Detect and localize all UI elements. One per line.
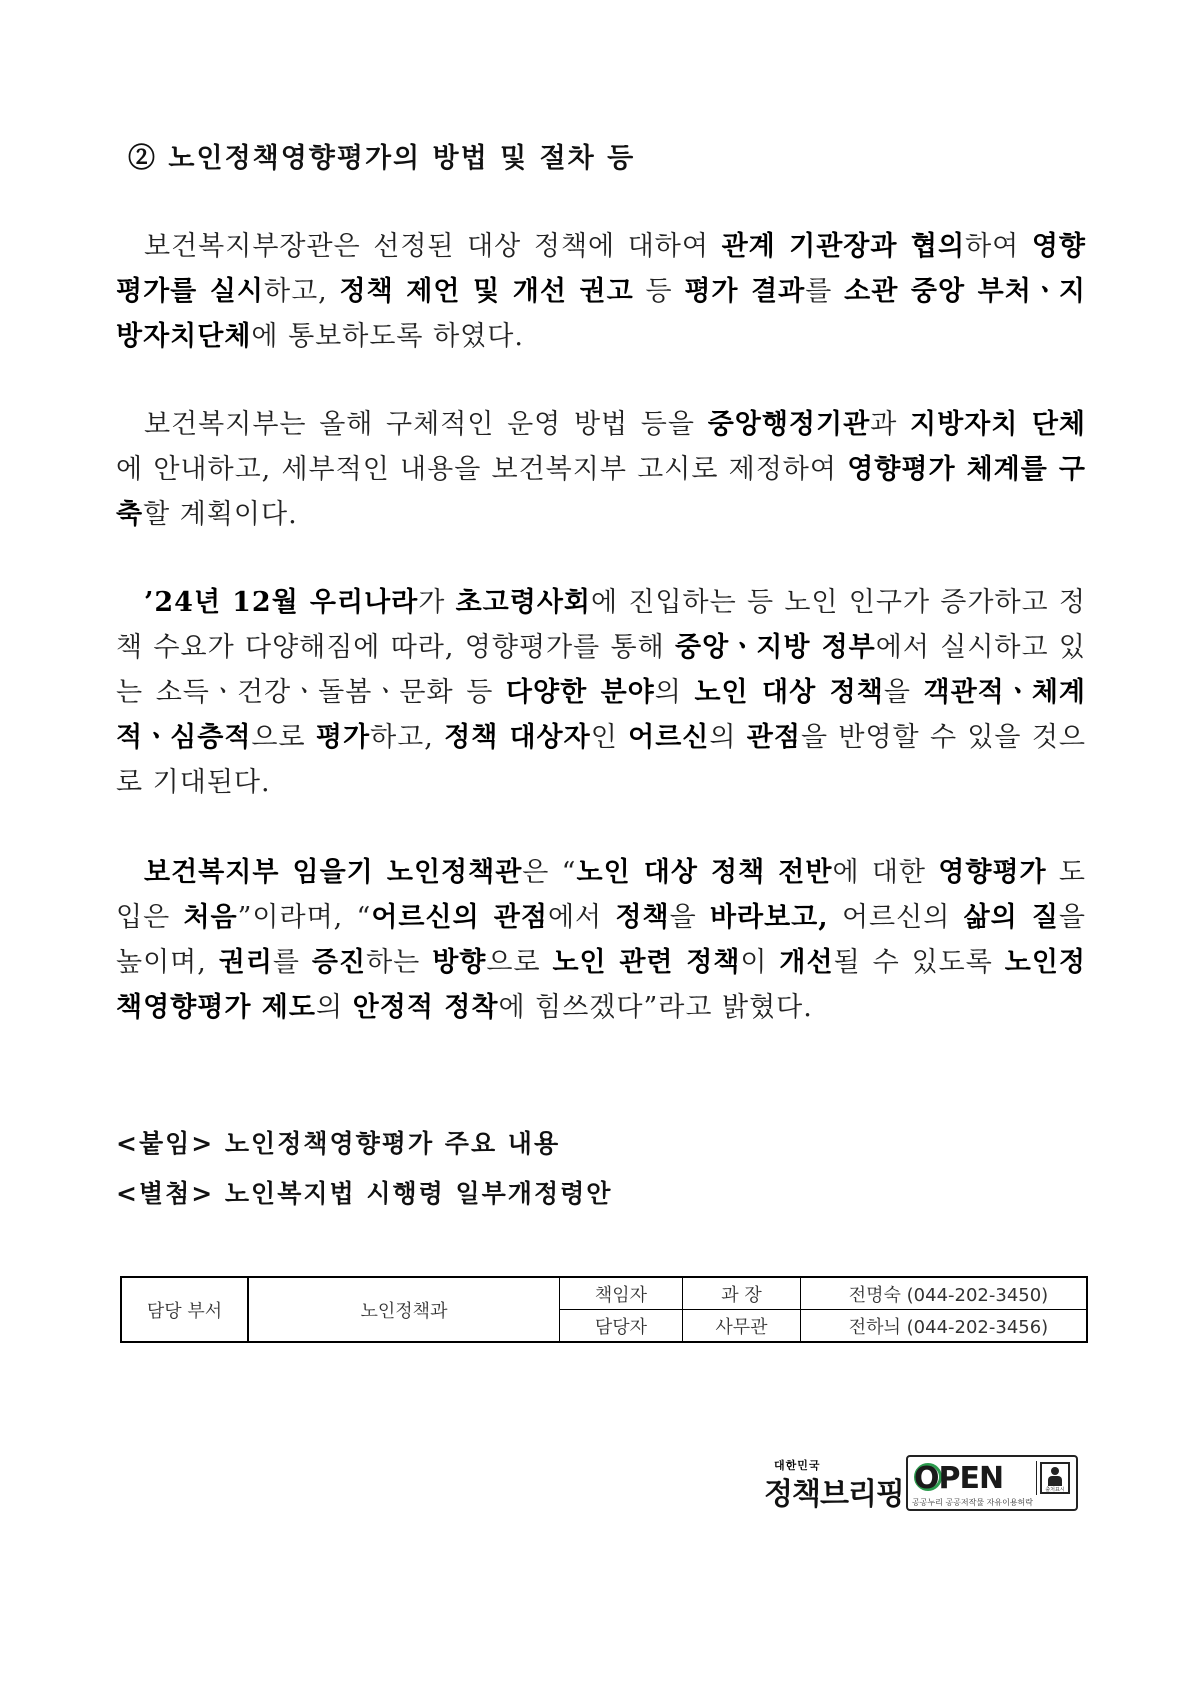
text-run: 어르신의 (828, 902, 964, 933)
text-run: 의 (654, 677, 695, 708)
text-run: 에서 (547, 902, 616, 933)
text-run: 평가 결과 (684, 276, 806, 307)
text-run: 정책 (615, 902, 670, 933)
text-run: 으로 (251, 722, 316, 753)
paragraph-4 (116, 850, 1086, 1030)
text-run: 정책 제언 및 개선 권고 (339, 276, 634, 307)
text-run: 으로 (486, 947, 553, 978)
contact-row (121, 1277, 1087, 1310)
person-cell: 전명숙 (044-202-3450) (801, 1277, 1088, 1310)
open-subtext: 공공누리 공공저작물 자유이용허락 (912, 1498, 1034, 1507)
text-run: 라고 밝혔다. (658, 992, 813, 1023)
kogl-open-badge (906, 1455, 1078, 1511)
text-run: 관계 기관장과 협의 (721, 231, 966, 262)
text-run: 영향평가를 실시 (116, 231, 1086, 307)
text-run: 노인정책영향평가 제도 (116, 947, 1086, 1023)
text-run: 을 반영할 수 있을 것으로 기대된다. (116, 722, 1086, 798)
text-run: 처음 (183, 902, 238, 933)
text-run: 안정적 정착 (352, 992, 499, 1023)
text-run: 을 (669, 902, 710, 933)
open-text: OPEN (914, 1461, 1004, 1496)
text-run: 평가 (315, 722, 371, 753)
text-run: 을 높이며, (116, 902, 1086, 978)
text-run: 를 (272, 947, 312, 978)
text-run: 에 힘쓰겠다” (498, 992, 659, 1023)
text-run: 증진 (311, 947, 367, 978)
text-run: 할 계획이다. (143, 499, 298, 530)
text-run: 에 안내하고, 세부적인 내용을 보건복지부 고시로 제정하여 (116, 454, 848, 485)
text-run: 이 (740, 947, 780, 978)
text-run: 어르신의 관점 (371, 902, 548, 933)
text-run: 등 (633, 276, 685, 307)
text-run: 삶의 질 (963, 902, 1059, 933)
text-run: 의 (709, 722, 747, 753)
text-run: 바라보고, (709, 902, 829, 933)
text-run: 노인 대상 정책 (694, 677, 884, 708)
title-cell: 사무관 (683, 1310, 801, 1343)
text-run: ’24년 12월 우리나라 (144, 587, 419, 618)
text-run: 노인 대상 정책 전반 (576, 857, 833, 888)
text-run: 인 (590, 722, 629, 753)
text-run: 보건복지부장관은 선정된 대상 정책에 대하여 (144, 231, 722, 262)
attribution-label: 출처표시 (1045, 1487, 1065, 1493)
title-cell: 과 장 (683, 1277, 801, 1310)
text-run: 를 (805, 276, 845, 307)
badge-divider (1036, 1461, 1037, 1495)
text-run: 노인 관련 정책 (552, 947, 741, 978)
text-run: 권리 (218, 947, 273, 978)
text-run: 가 (418, 587, 456, 618)
text-run: 하여 (965, 231, 1032, 262)
brief-main-text: 정책브리핑 (764, 1477, 904, 1512)
text-run: 초고령사회 (455, 587, 592, 618)
text-run: 과 (870, 409, 910, 440)
text-run: 영향평가 체계를 구축 (116, 454, 1086, 530)
text-run: 은 “ (522, 857, 577, 888)
text-run: 개선 (779, 947, 834, 978)
text-run: 다양한 분야 (505, 677, 655, 708)
role-cell: 책임자 (560, 1277, 683, 1310)
text-run: 의 (315, 992, 353, 1023)
text-run: 소관 중앙 부처ㆍ지방자치단체 (116, 276, 1087, 352)
policy-briefing-logo (764, 1455, 904, 1513)
role-cell: 담당자 (560, 1310, 683, 1343)
text-run: 보건복지부 임을기 노인정책관 (144, 857, 523, 888)
text-run: 에 통보하도록 하였다. (251, 321, 524, 352)
section-heading: ② 노인정책영향평가의 방법 및 절차 등 (128, 143, 636, 174)
text-run: 관점 (746, 722, 801, 753)
contact-table (120, 1276, 1088, 1343)
text-run: 지방자치 단체 (909, 409, 1086, 440)
text-run: 에 대한 (832, 857, 939, 888)
text-run: 정책 대상자 (444, 722, 591, 753)
footer-logos (764, 1455, 1080, 1513)
text-run: 중앙ㆍ지방 정부 (675, 632, 876, 663)
attribution-icon (1040, 1462, 1070, 1494)
dept-cell: 노인정책과 (248, 1277, 560, 1342)
text-run: 하고, (370, 722, 445, 753)
text-run: 방향 (432, 947, 487, 978)
text-run: 어르신 (628, 722, 710, 753)
text-run: 도입은 (116, 857, 1086, 933)
attachment-line-2: <별첨> 노인복지법 시행령 일부개정령안 (116, 1179, 613, 1208)
text-run: ”이라며, “ (237, 902, 372, 933)
text-run: 보건복지부는 올해 구체적인 운영 방법 등을 (144, 409, 708, 440)
text-run: 중앙행정기관 (707, 409, 871, 440)
dept-label-cell: 담당 부서 (121, 1277, 248, 1342)
text-run: 하고, (264, 276, 340, 307)
text-run: 객관적ㆍ체계적ㆍ심층적 (116, 677, 1087, 753)
text-run: 에서 실시하고 있는 소득ㆍ건강ㆍ돌봄ㆍ문화 등 (116, 632, 1086, 708)
paragraph-1 (116, 224, 1086, 359)
paragraph-3 (116, 580, 1086, 805)
text-run: 을 (883, 677, 924, 708)
text-run: 영향평가 (938, 857, 1047, 888)
text-run: 에 진입하는 등 노인 인구가 증가하고 정책 수요가 다양해짐에 따라, 영향평가를 통해 (116, 587, 1086, 663)
attachment-line-1: <붙임> 노인정책영향평가 주요 내용 (116, 1129, 561, 1158)
text-run: 될 수 있도록 (833, 947, 1005, 978)
person-cell: 전하늬 (044-202-3456) (801, 1310, 1088, 1343)
paragraph-2 (116, 402, 1086, 537)
text-run: 하는 (366, 947, 433, 978)
brief-small-text: 대한민국 (774, 1459, 821, 1472)
